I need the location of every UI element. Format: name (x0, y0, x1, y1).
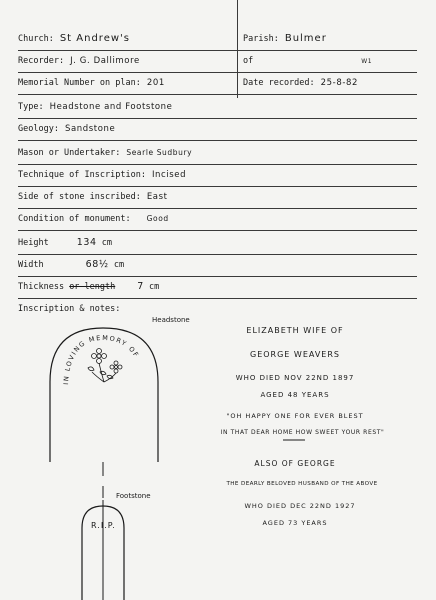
inscription-line-7: ALSO OF GEORGE (254, 459, 336, 468)
height-label: Height (18, 238, 49, 248)
thickness-value: 7 (137, 281, 144, 292)
inscription-line-8: THE DEARLY BELOVED HUSBAND OF THE ABOVE (226, 481, 378, 487)
memorial-label: Memorial Number on plan: (18, 78, 141, 88)
church-label: Church: (18, 34, 54, 44)
width-label: Width (18, 260, 44, 270)
inscription-line-6: IN THAT DEAR HOME HOW SWEET YOUR REST" (220, 429, 385, 436)
of-label: of (243, 56, 254, 66)
arch-text: IN LOVING MEMORY OF (62, 333, 141, 386)
inscription-line-10: AGED 73 YEARS (262, 519, 328, 527)
inscription-line-9: WHO DIED DEC 22ND 1927 (244, 502, 356, 510)
footstone-label: Footstone (116, 492, 151, 500)
height-unit: cm (101, 238, 113, 248)
geology-value: Sandstone (64, 124, 116, 134)
memorial-value: 201 (146, 78, 165, 88)
mason-value: Searle Sudbury (126, 148, 193, 157)
thickness-label-struck: or length (69, 282, 116, 292)
parish-label: Parish: (243, 34, 279, 44)
mason-label: Mason or Undertaker: (18, 148, 121, 158)
parish-value: Bulmer (284, 33, 327, 44)
type-label: Type: (18, 102, 44, 112)
inscription-line-2: GEORGE WEAVERS (250, 350, 340, 359)
footstone-text: R.I.P. (91, 521, 116, 530)
side-label: Side of stone inscribed: (18, 192, 141, 202)
of-value: W1 (361, 58, 373, 65)
inscription-line-5: "OH HAPPY ONE FOR EVER BLEST (226, 412, 364, 420)
condition-label: Condition of monument: (18, 214, 131, 224)
church-value: St Andrew's (59, 33, 130, 44)
type-value: Headstone and Footstone (49, 102, 173, 112)
thickness-label: Thickness (18, 282, 65, 292)
recorder-value: J. G. Dallimore (70, 56, 140, 66)
inscription-label: Inscription & notes: (18, 304, 121, 314)
headstone-label: Headstone (152, 316, 190, 324)
geology-label: Geology: (18, 124, 59, 134)
technique-label: Technique of Inscription: (18, 170, 146, 180)
date-label: Date recorded: (243, 78, 315, 88)
condition-value: Good (146, 214, 169, 223)
technique-value: Incised (151, 170, 187, 180)
width-unit: cm (113, 260, 125, 270)
date-value: 25-8-82 (320, 78, 359, 88)
inscription-line-1: ELIZABETH WIFE OF (246, 326, 344, 335)
recorder-label: Recorder: (18, 56, 65, 66)
thickness-unit: cm (149, 282, 160, 292)
headstone-outline (50, 328, 158, 462)
width-value: 68½ (85, 259, 109, 270)
side-value: East (146, 192, 168, 202)
inscription-line-3: WHO DIED NOV 22ND 1897 (235, 374, 355, 382)
height-value: 134 (76, 237, 97, 248)
inscription-line-4: AGED 48 YEARS (260, 391, 330, 399)
flower-icon (88, 349, 122, 383)
